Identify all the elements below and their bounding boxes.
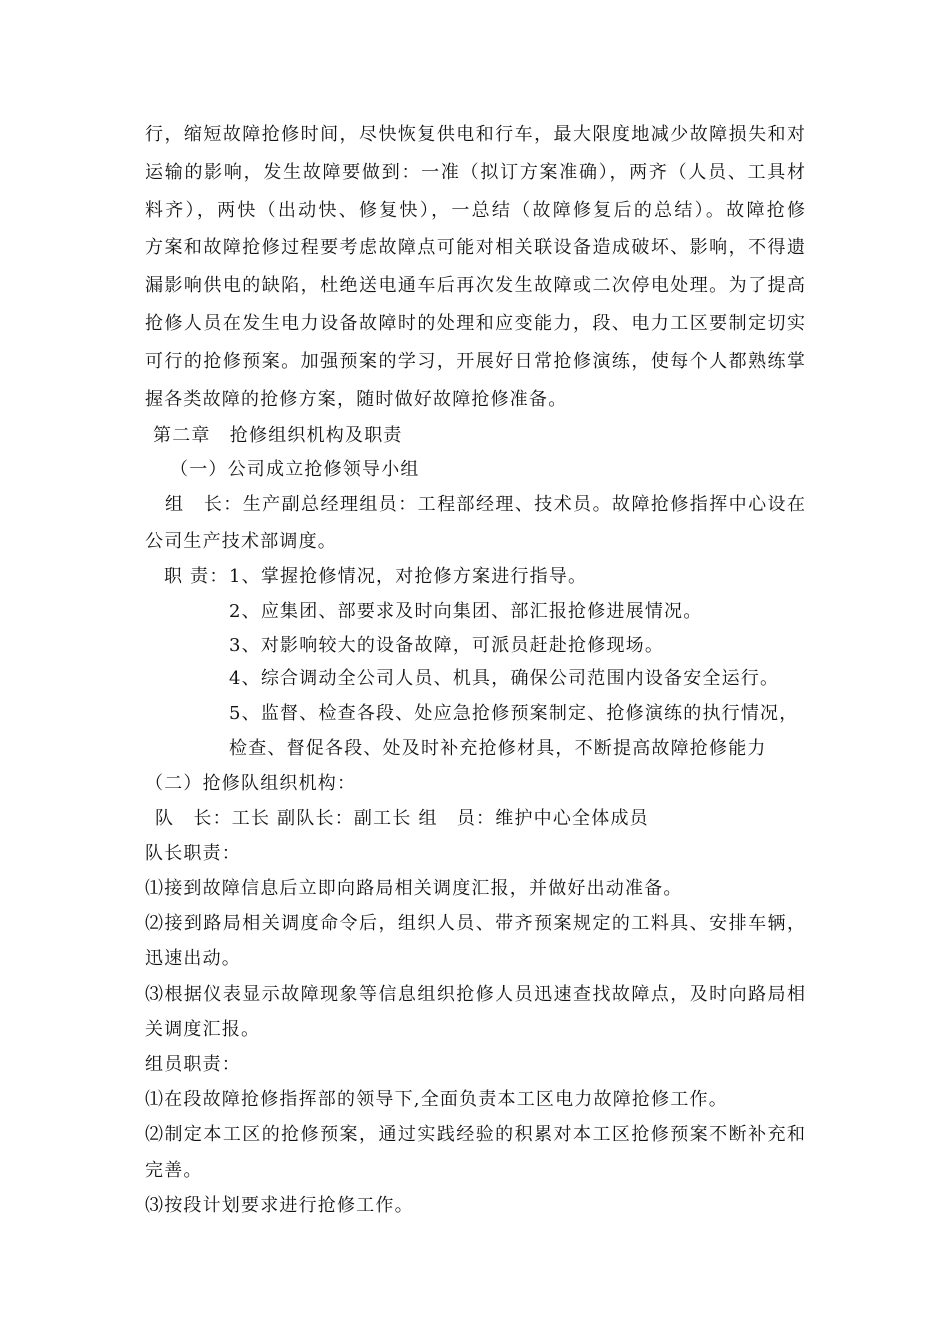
duty-item: 1、掌握抢修情况，对抢修方案进行指导。	[229, 566, 588, 587]
intro-line: 料齐），两快（出动快、修复快），一总结（故障修复后的总结）。故障抢修	[145, 200, 805, 221]
duty-item: 检查、督促各段、处及时补充抢修材具，不断提高故障抢修能力	[229, 738, 767, 759]
intro-line: 握各类故障的抢修方案，随时做好故障抢修准备。	[145, 389, 568, 410]
section1-heading: （一）公司成立抢修领导小组	[170, 459, 420, 480]
chapter-heading: 第二章 抢修组织机构及职责	[153, 425, 403, 446]
intro-line: 可行的抢修预案。加强预案的学习，开展好日常抢修演练，使每个人都熟练掌	[145, 351, 805, 372]
member-duty-item: 完善。	[145, 1160, 203, 1181]
leader-duty-item: ⑵接到路局相关调度命令后，组织人员、带齐预案规定的工料具、安排车辆，	[145, 913, 805, 934]
member-duty-item: ⑵制定本工区的抢修预案，通过实践经验的积累对本工区抢修预案不断补充和	[145, 1124, 805, 1145]
leader-duty-item: ⑴接到故障信息后立即向路局相关调度汇报，并做好出动准备。	[145, 878, 683, 899]
intro-line: 抢修人员在发生电力设备故障时的处理和应变能力，段、电力工区要制定切实	[145, 313, 805, 334]
duty-item: 2、应集团、部要求及时向集团、部汇报抢修进展情况。	[229, 601, 703, 622]
intro-line: 方案和故障抢修过程要考虑故障点可能对相关联设备造成破坏、影响，不得遗	[145, 237, 805, 258]
member-duty-item: ⑶按段计划要求进行抢修工作。	[145, 1195, 414, 1216]
leader-duty-item: 迅速出动。	[145, 948, 241, 969]
intro-line: 行，缩短故障抢修时间，尽快恢复供电和行车，最大限度地减少故障损失和对	[145, 124, 805, 145]
duties-label: 职 责：	[164, 566, 229, 587]
member-duty-item: ⑴在段故障抢修指挥部的领导下,全面负责本工区电力故障抢修工作。	[145, 1089, 728, 1110]
intro-line: 运输的影响，发生故障要做到：一准（拟订方案准确），两齐（人员、工具材	[145, 162, 805, 183]
leadership-members: 公司生产技术部调度。	[145, 531, 337, 552]
leader-duty-item: ⑶根据仪表显示故障现象等信息组织抢修人员迅速查找故障点，及时向路局相	[145, 984, 805, 1005]
section2-heading: （二）抢修队组织机构：	[145, 773, 357, 794]
duty-item: 5、监督、检查各段、处应急抢修预案制定、抢修演练的执行情况，	[229, 703, 799, 724]
team-roster: 队 长：工长 副队长：副工长 组 员：维护中心全体成员	[155, 808, 649, 829]
duty-item: 3、对影响较大的设备故障，可派员赶赴抢修现场。	[229, 635, 665, 656]
member-duties-title: 组员职责：	[145, 1054, 241, 1075]
leader-duty-item: 关调度汇报。	[145, 1019, 261, 1040]
intro-line: 漏影响供电的缺陷，杜绝送电通车后再次发生故障或二次停电处理。为了提高	[145, 275, 805, 296]
duty-item: 4、综合调动全公司人员、机具，确保公司范围内设备安全运行。	[229, 668, 780, 689]
leader-duties-title: 队长职责：	[145, 843, 241, 864]
leadership-members: 组 长：生产副总经理组员：工程部经理、技术员。故障抢修指挥中心设在	[165, 494, 805, 515]
